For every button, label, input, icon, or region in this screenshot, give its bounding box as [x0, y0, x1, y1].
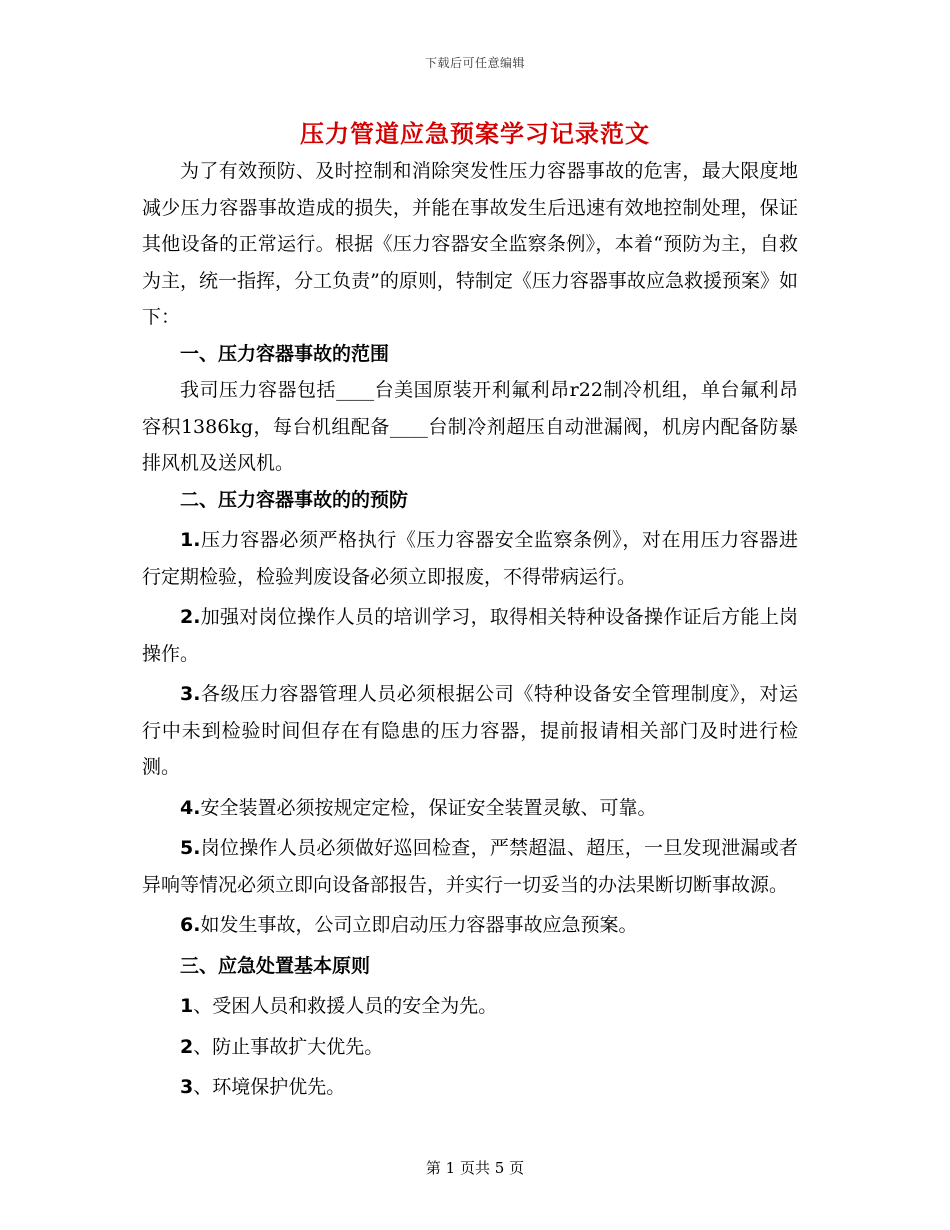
- item-text: 、防止事故扩大优先。: [193, 1035, 384, 1058]
- page-number: 第 1 页共 5 页: [425, 1159, 525, 1177]
- prevention-item: [142, 599, 798, 672]
- item-number: 1: [180, 995, 194, 1017]
- item-text: 加强对岗位操作人员的培训学习，取得相关特种设备操作证后方能上岗操作。: [142, 606, 798, 665]
- principle-item: [142, 1029, 798, 1066]
- document-body: [142, 153, 798, 1106]
- item-number: 3: [180, 1076, 194, 1098]
- scope-paragraph: 我司压力容器包括____台美国原装开利氟利昂r22制冷机组，单台氟利昂容积1386kg，每台机组配备____台制冷剂超压自动泄漏阀，机房内配备防暴排风机及送风机。: [142, 379, 798, 474]
- item-text: 安全装置必须按规定定检，保证安全装置灵敏、可靠。: [200, 796, 657, 819]
- intro-paragraph: 为了有效预防、及时控制和消除突发性压力容器事故的危害，最大限度地减少压力容器事故造成的损失，并能在事故发生后迅速有效地控制处理，保证其他设备的正常运行。根据《压力容器安全监察条例》，本着“预防为主，自救为主，统一指挥，分工负责”的原则，特制定《压力容器事故应急救援预案》如下：: [142, 160, 798, 328]
- principle-item: [142, 988, 798, 1025]
- document-title: 压力管道应急预案学习记录范文: [300, 119, 650, 148]
- prevention-item: [142, 522, 798, 595]
- item-text: 岗位操作人员必须做好巡回检查，严禁超温、超压，一旦发现泄漏或者异响等情况必须立即向设备部报告，并实行一切妥当的办法果断切断事故源。: [142, 837, 798, 896]
- item-text: 、受困人员和救援人员的安全为先。: [193, 995, 498, 1017]
- item-text: 各级压力容器管理人员必须根据公司《特种设备安全管理制度》，对运行中未到检验时间但存在有隐患的压力容器，提前报请相关部门及时进行检测。: [142, 683, 798, 778]
- section-heading-prevention: 二、压力容器事故的的预防: [180, 488, 409, 511]
- principle-item: [142, 1069, 798, 1106]
- item-number: 4.: [180, 796, 201, 819]
- section-heading-principles: 三、应急处置基本原则: [180, 954, 371, 977]
- item-text: 、环境保护优先。: [193, 1076, 346, 1098]
- page-header-note: 下载后可任意编辑: [424, 56, 525, 70]
- item-number: 6.: [180, 914, 201, 936]
- item-number: 5.: [180, 837, 201, 859]
- item-number: 2.: [180, 606, 201, 628]
- item-number: 3.: [180, 683, 201, 705]
- prevention-item: [142, 907, 798, 944]
- prevention-item: [142, 830, 798, 903]
- prevention-item: [142, 676, 798, 786]
- prevention-item: [142, 790, 798, 827]
- item-number: 2: [180, 1035, 194, 1058]
- section-heading-scope: 一、压力容器事故的范围: [180, 342, 390, 365]
- item-number: 1.: [180, 529, 201, 551]
- item-text: 压力容器必须严格执行《压力容器安全监察条例》，对在用压力容器进行定期检验，检验判废设备必须立即报废，不得带病运行。: [142, 529, 798, 588]
- item-text: 如发生事故，公司立即启动压力容器事故应急预案。: [200, 914, 638, 936]
